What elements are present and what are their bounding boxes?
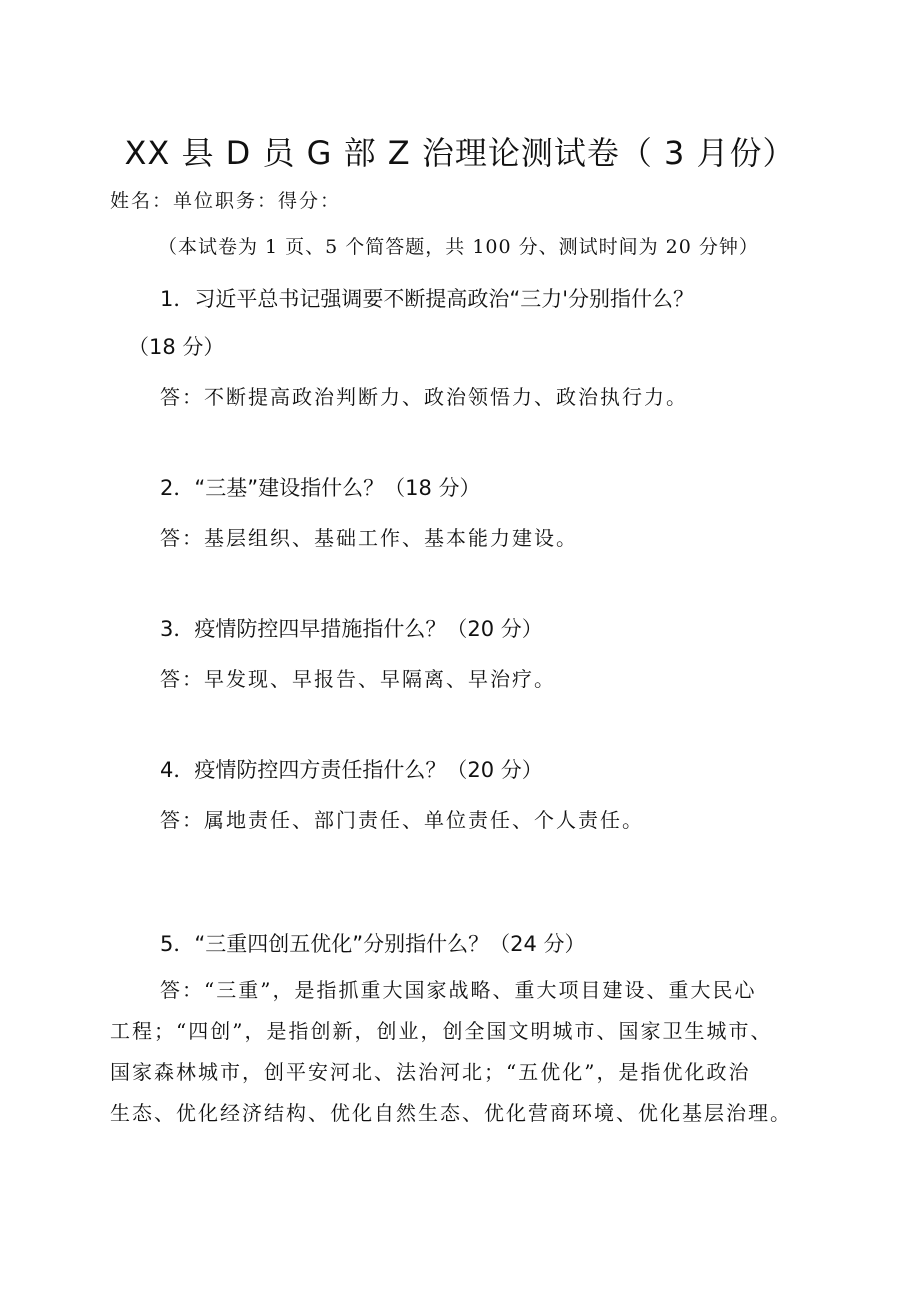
page-title: XX 县 D 员 G 部 Z 治理论测试卷（ 3 月份） <box>124 134 796 172</box>
answer-5-line: 国家森林城市，创平安河北、法治河北；“五优化”，是指优化政治 <box>110 1060 751 1084</box>
answer-5-line: 答：“三重”，是指抓重大国家战略、重大项目建设、重大民心 <box>160 978 757 1002</box>
answer-1: 答：不断提高政治判断力、政治领悟力、政治执行力。 <box>160 385 688 409</box>
answer-5-line: 生态、优化经济结构、优化自然生态、优化营商环境、优化基层治理。 <box>110 1101 792 1125</box>
exam-note: （本试卷为 1 页、5 个简答题，共 100 分、测试时间为 20 分钟） <box>158 236 759 258</box>
answer-2: 答：基层组织、基础工作、基本能力建设。 <box>160 526 578 550</box>
info-line: 姓名：单位职务：得分： <box>110 190 342 212</box>
answer-3: 答：早发现、早报告、早隔离、早治疗。 <box>160 667 556 691</box>
question-1-score: （18 分） <box>128 335 225 359</box>
question-4: 4．疫情防控四方责任指什么？（20 分） <box>160 758 543 782</box>
answer-5-line: 工程；“四创”，是指创新，创业，创全国文明城市、国家卫生城市、 <box>110 1019 773 1043</box>
answer-4: 答：属地责任、部门责任、单位责任、个人责任。 <box>160 808 644 832</box>
answer-5 <box>110 970 822 1134</box>
question-3: 3．疫情防控四早措施指什么？（20 分） <box>160 617 543 641</box>
question-2: 2．“三基”建设指什么？（18 分） <box>160 476 481 500</box>
question-5: 5．“三重四创五优化”分别指什么？（24 分） <box>160 932 586 956</box>
question-1: 1．习近平总书记强调要不断提高政治“三力'分别指什么？ <box>160 287 695 311</box>
